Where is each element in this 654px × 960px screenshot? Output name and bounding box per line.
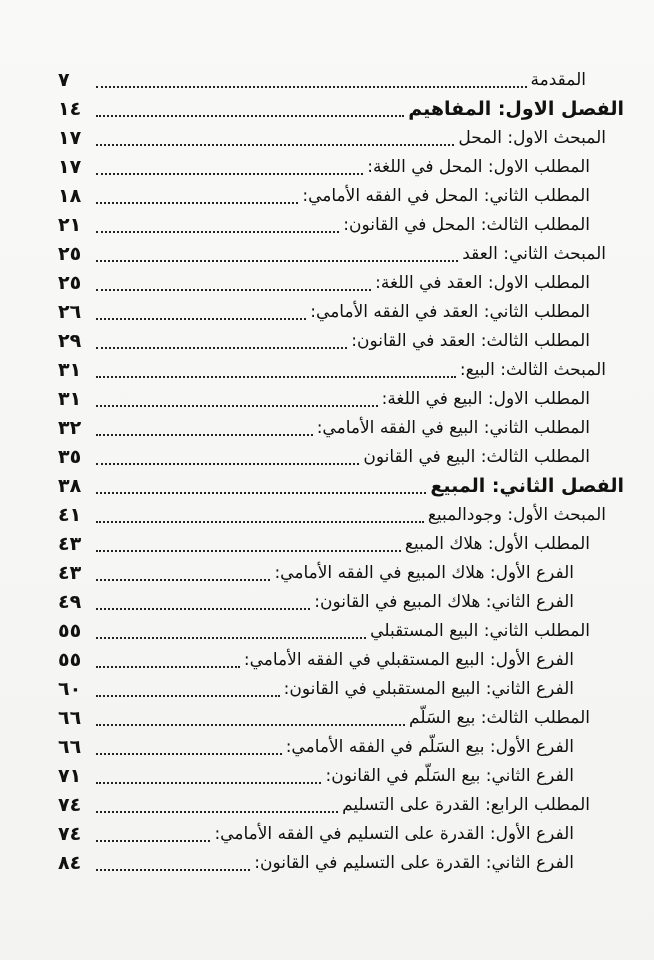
leader-dots bbox=[96, 105, 404, 117]
toc-entry-page: ٣٢ bbox=[58, 417, 82, 439]
leader-dots bbox=[96, 772, 321, 784]
toc-entry-title: المبحث الثاني: العقد bbox=[462, 244, 606, 264]
leader-dots bbox=[96, 569, 270, 581]
leader-dots bbox=[96, 163, 363, 175]
toc-entry-page: ٦٦ bbox=[58, 736, 82, 758]
toc-entry-page: ٦٦ bbox=[58, 707, 82, 729]
leader-dots bbox=[96, 801, 338, 813]
toc-entry-subsection[interactable] bbox=[58, 269, 624, 298]
toc-entry-title: المطلب الثالث: البيع في القانون bbox=[363, 447, 590, 467]
toc-entry-title: المطلب الاول: البيع في اللغة: bbox=[381, 389, 590, 409]
toc-entry-subsection[interactable] bbox=[58, 153, 624, 182]
toc-entry-page: ١٧ bbox=[58, 127, 82, 149]
toc-entry-title: المطلب الثالث: العقد في القانون: bbox=[351, 331, 590, 351]
toc-entry-section[interactable] bbox=[58, 124, 624, 153]
toc-entry-subsection[interactable] bbox=[58, 414, 624, 443]
toc-entry-page: ٤٩ bbox=[58, 591, 82, 613]
toc-entry-title: الفرع الأول: القدرة على التسليم في الفقه الأمامي: bbox=[214, 824, 574, 844]
toc-entry-page: ٥٥ bbox=[58, 620, 82, 642]
toc-entry-title: الفرع الأول: البيع المستقبلي في الفقه الأمامي: bbox=[243, 650, 574, 670]
toc-entry-page: ٨٤ bbox=[58, 852, 82, 874]
toc-entry-branch[interactable] bbox=[58, 733, 624, 762]
toc-entry-subsection[interactable] bbox=[58, 617, 624, 646]
toc-entry-page: ٣٥ bbox=[58, 446, 82, 468]
toc-entry-page: ٤٣ bbox=[58, 533, 82, 555]
toc-entry-title: الفرع الأول: بيع السَلّم في الفقه الأمامي: bbox=[285, 737, 574, 757]
toc-entry-subsection[interactable] bbox=[58, 182, 624, 211]
toc-entry-title: الفرع الثاني: بيع السَلّم في القانون: bbox=[325, 766, 574, 786]
toc-entry-chapter[interactable] bbox=[58, 472, 624, 501]
toc-entry-subsection[interactable] bbox=[58, 791, 624, 820]
toc-entry-page: ٢٥ bbox=[58, 272, 82, 294]
leader-dots bbox=[96, 453, 359, 465]
toc-entry-branch[interactable] bbox=[58, 762, 624, 791]
leader-dots bbox=[96, 308, 306, 320]
toc-entry-branch[interactable] bbox=[58, 559, 624, 588]
toc-entry-introduction[interactable] bbox=[58, 66, 624, 95]
leader-dots bbox=[96, 279, 371, 291]
toc-entry-page: ٣١ bbox=[58, 388, 82, 410]
leader-dots bbox=[96, 221, 339, 233]
toc-entry-page: ٣١ bbox=[58, 359, 82, 381]
toc-entry-page: ٣٨ bbox=[58, 475, 82, 497]
toc-entry-page: ٤٣ bbox=[58, 562, 82, 584]
leader-dots bbox=[96, 598, 310, 610]
toc-entry-page: ٧١ bbox=[58, 765, 82, 787]
toc-entry-title: المبحث الثالث: البيع: bbox=[459, 360, 606, 380]
leader-dots bbox=[96, 395, 378, 407]
toc-entry-page: ٦٠ bbox=[58, 678, 82, 700]
leader-dots bbox=[96, 656, 240, 668]
toc-entry-title: المطلب الثاني: المحل في الفقه الأمامي: bbox=[302, 186, 590, 206]
toc-entry-subsection[interactable] bbox=[58, 385, 624, 414]
toc-entry-title: المبحث الاول: المحل bbox=[458, 128, 606, 148]
toc-entry-page: ٧٤ bbox=[58, 823, 82, 845]
toc-entry-page: ٧٤ bbox=[58, 794, 82, 816]
toc-entry-title: الفرع الثاني: البيع المستقبلي في القانون: bbox=[283, 679, 574, 699]
toc-entry-title: المطلب الثالث: المحل في القانون: bbox=[343, 215, 590, 235]
toc-entry-title: المبحث الأول: وجودالمبيع bbox=[427, 505, 606, 525]
toc-entry-title: المقدمة bbox=[530, 70, 586, 90]
toc-entry-section[interactable] bbox=[58, 240, 624, 269]
toc-entry-subsection[interactable] bbox=[58, 298, 624, 327]
toc-entry-title: المطلب الثالث: بيع السَلّم bbox=[409, 708, 590, 728]
toc-entry-title: المطلب الثاني: البيع في الفقه الأمامي: bbox=[316, 418, 590, 438]
toc-entry-subsection[interactable] bbox=[58, 443, 624, 472]
toc-entry-section[interactable] bbox=[58, 356, 624, 385]
toc-entry-page: ٢١ bbox=[58, 214, 82, 236]
leader-dots bbox=[96, 76, 527, 88]
toc-entry-branch[interactable] bbox=[58, 675, 624, 704]
toc-entry-title: الفرع الثاني: القدرة على التسليم في القانون: bbox=[254, 853, 574, 873]
leader-dots bbox=[96, 830, 210, 842]
leader-dots bbox=[96, 482, 426, 494]
toc-entry-page: ٢٦ bbox=[58, 301, 82, 323]
leader-dots bbox=[96, 192, 298, 204]
toc-entry-page: ٧ bbox=[58, 69, 70, 91]
leader-dots bbox=[96, 250, 458, 262]
toc-entry-page: ٤١ bbox=[58, 504, 82, 526]
toc-entry-branch[interactable] bbox=[58, 588, 624, 617]
toc-entry-title: الفرع الثاني: هلاك المبيع في القانون: bbox=[314, 592, 574, 612]
toc-entry-section[interactable] bbox=[58, 501, 624, 530]
leader-dots bbox=[96, 540, 401, 552]
toc-entry-subsection[interactable] bbox=[58, 327, 624, 356]
leader-dots bbox=[96, 366, 456, 378]
toc-entry-page: ١٤ bbox=[58, 98, 82, 120]
toc-entry-page: ٢٥ bbox=[58, 243, 82, 265]
toc-entry-title: المطلب الاول: المحل في اللغة: bbox=[367, 157, 590, 177]
toc-entry-title: المطلب الثاني: البيع المستقبلي bbox=[370, 621, 590, 641]
toc-entry-title: المطلب الأول: هلاك المبيع bbox=[404, 534, 590, 554]
table-of-contents bbox=[58, 66, 624, 878]
toc-entry-page: ٥٥ bbox=[58, 649, 82, 671]
toc-entry-page: ٢٩ bbox=[58, 330, 82, 352]
toc-entry-branch[interactable] bbox=[58, 820, 624, 849]
leader-dots bbox=[96, 714, 405, 726]
toc-entry-title: الفرع الأول: هلاك المبيع في الفقه الأمامي: bbox=[274, 563, 574, 583]
leader-dots bbox=[96, 511, 424, 523]
toc-entry-subsection[interactable] bbox=[58, 211, 624, 240]
toc-entry-title: المطلب الثاني: العقد في الفقه الأمامي: bbox=[310, 302, 590, 322]
leader-dots bbox=[96, 743, 282, 755]
toc-entry-title: المطلب الرابع: القدرة على التسليم bbox=[342, 795, 590, 815]
leader-dots bbox=[96, 337, 347, 349]
toc-entry-title: الفصل الاول: المفاهيم bbox=[408, 98, 624, 120]
leader-dots bbox=[96, 685, 280, 697]
toc-entry-title: المطلب الاول: العقد في اللغة: bbox=[375, 273, 590, 293]
toc-entry-branch[interactable] bbox=[58, 646, 624, 675]
toc-entry-subsection[interactable] bbox=[58, 530, 624, 559]
leader-dots bbox=[96, 134, 454, 146]
leader-dots bbox=[96, 859, 250, 871]
toc-entry-page: ١٨ bbox=[58, 185, 82, 207]
leader-dots bbox=[96, 627, 366, 639]
toc-entry-branch[interactable] bbox=[58, 849, 624, 878]
leader-dots bbox=[96, 424, 313, 436]
toc-entry-subsection[interactable] bbox=[58, 704, 624, 733]
toc-entry-chapter[interactable] bbox=[58, 95, 624, 124]
toc-entry-title: الفصل الثاني: المبيع bbox=[430, 475, 624, 497]
toc-entry-page: ١٧ bbox=[58, 156, 82, 178]
